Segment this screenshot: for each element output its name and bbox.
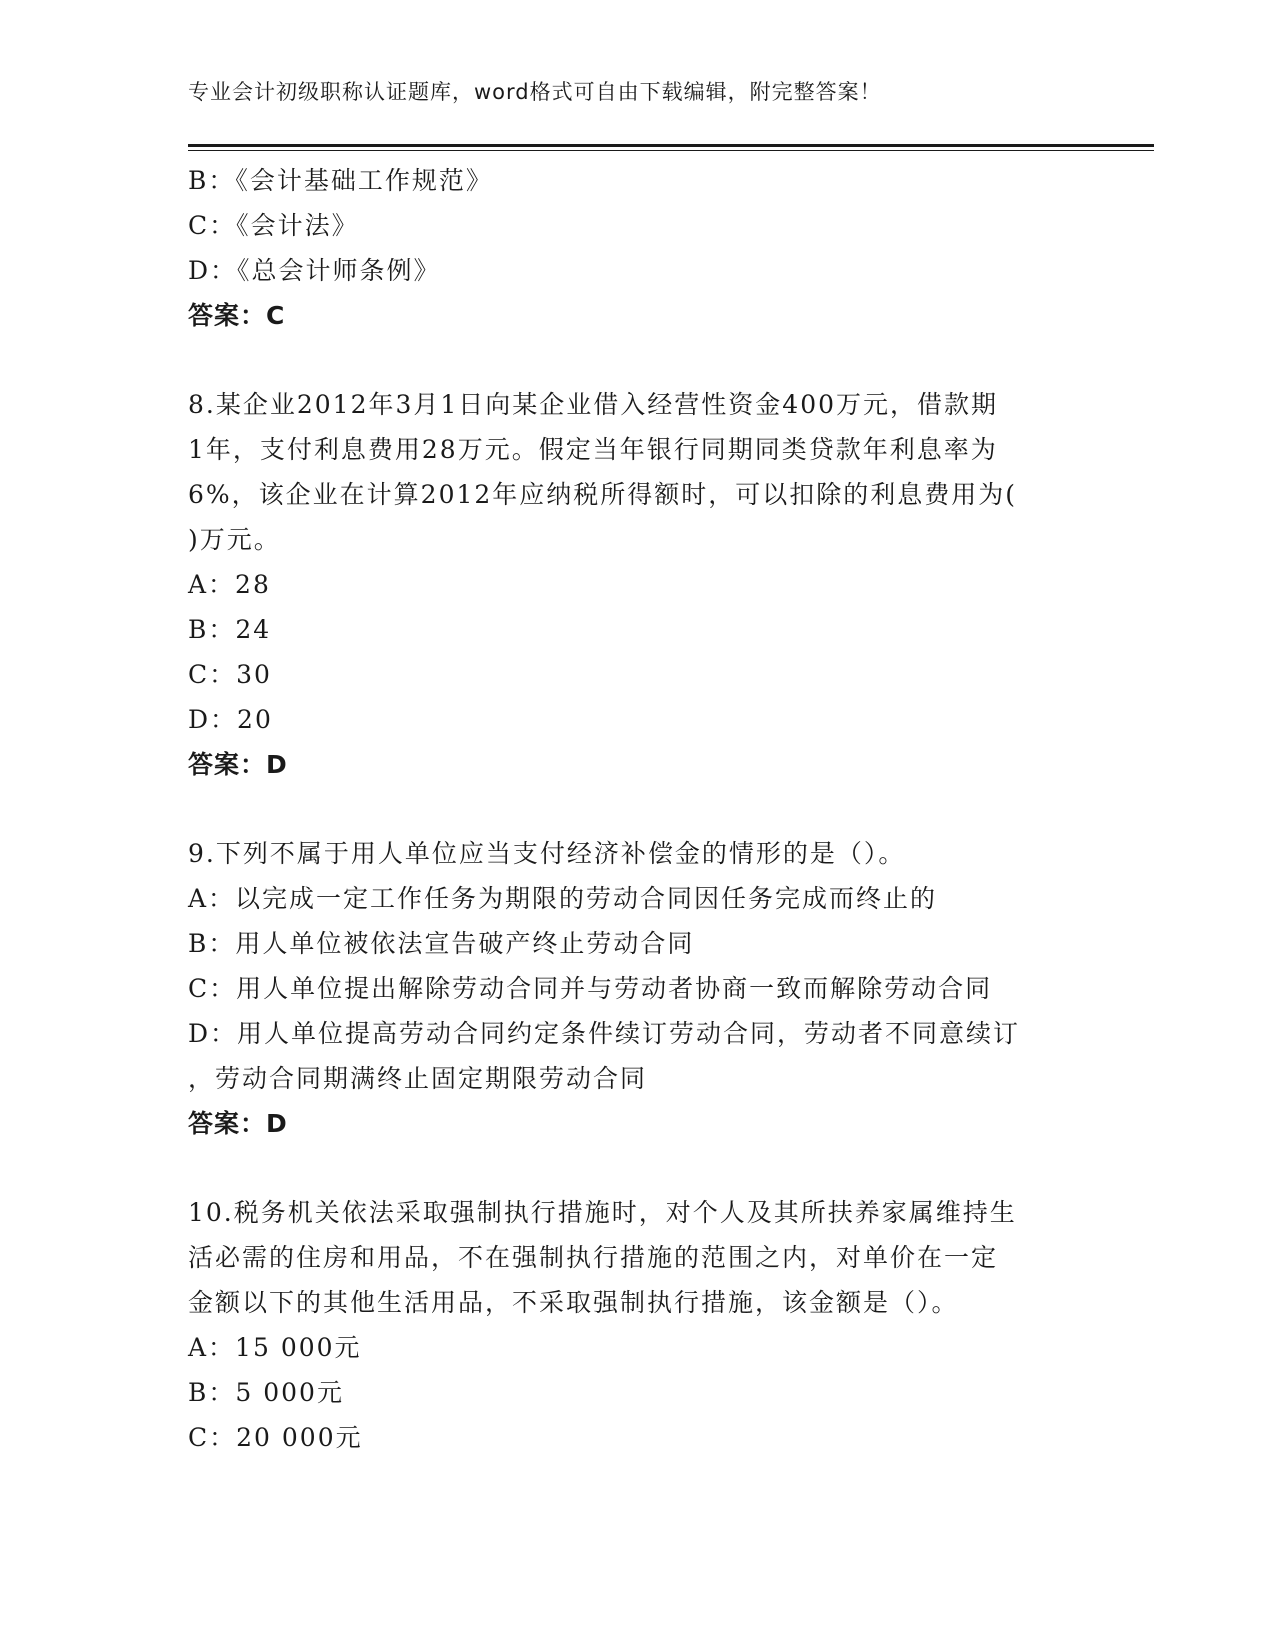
header-rule-thin [188,150,1154,151]
question-stem-line: 9.下列不属于用人单位应当支付经济补偿金的情形的是（）。 [188,839,906,868]
question-stem-line: 6%，该企业在计算2012年应纳税所得额时，可以扣除的利息费用为( [188,480,1018,509]
question-7-tail [188,158,1088,338]
option-b: B：《会计基础工作规范》 [188,166,493,195]
option-d: D：用人单位提高劳动合同约定条件续订劳动合同，劳动者不同意续订 [188,1019,1021,1048]
answer: 答案：C [188,301,286,330]
option-c: C：《会计法》 [188,211,359,240]
option-d-continued: ，劳动合同期满终止固定期限劳动合同 [188,1064,648,1093]
option-c: C：20 000元 [188,1423,363,1452]
option-a: A：以完成一定工作任务为期限的劳动合同因任务完成而终止的 [188,884,938,913]
question-stem-line: 10.税务机关依法采取强制执行措施时，对个人及其所扶养家属维持生 [188,1198,1017,1227]
question-10 [188,1190,1088,1460]
option-c: C：用人单位提出解除劳动合同并与劳动者协商一致而解除劳动合同 [188,974,993,1003]
option-d: D：20 [188,705,273,734]
question-stem-line: )万元。 [188,525,281,554]
option-b: B：用人单位被依法宣告破产终止劳动合同 [188,929,695,958]
header-rule-thick [188,144,1154,147]
option-c: C：30 [188,660,272,689]
question-8 [188,382,1088,787]
answer: 答案：D [188,1109,288,1138]
option-b: B：5 000元 [188,1378,344,1407]
question-stem-line: 1年，支付利息费用28万元。假定当年银行同期同类贷款年利息率为 [188,435,998,464]
option-d: D：《总会计师条例》 [188,256,441,285]
page-header: 专业会计初级职称认证题库，word格式可自由下载编辑，附完整答案！ [188,80,882,104]
question-stem-line: 8.某企业2012年3月1日向某企业借入经营性资金400万元，借款期 [188,390,999,419]
option-b: B：24 [188,615,272,644]
question-9 [188,831,1088,1146]
question-stem-line: 金额以下的其他生活用品，不采取强制执行措施，该金额是（）。 [188,1288,959,1317]
option-a: A：15 000元 [188,1333,362,1362]
question-stem-line: 活必需的住房和用品，不在强制执行措施的范围之内，对单价在一定 [188,1243,999,1272]
option-a: A：28 [188,570,271,599]
question-content [188,158,1088,1460]
answer: 答案：D [188,750,288,779]
